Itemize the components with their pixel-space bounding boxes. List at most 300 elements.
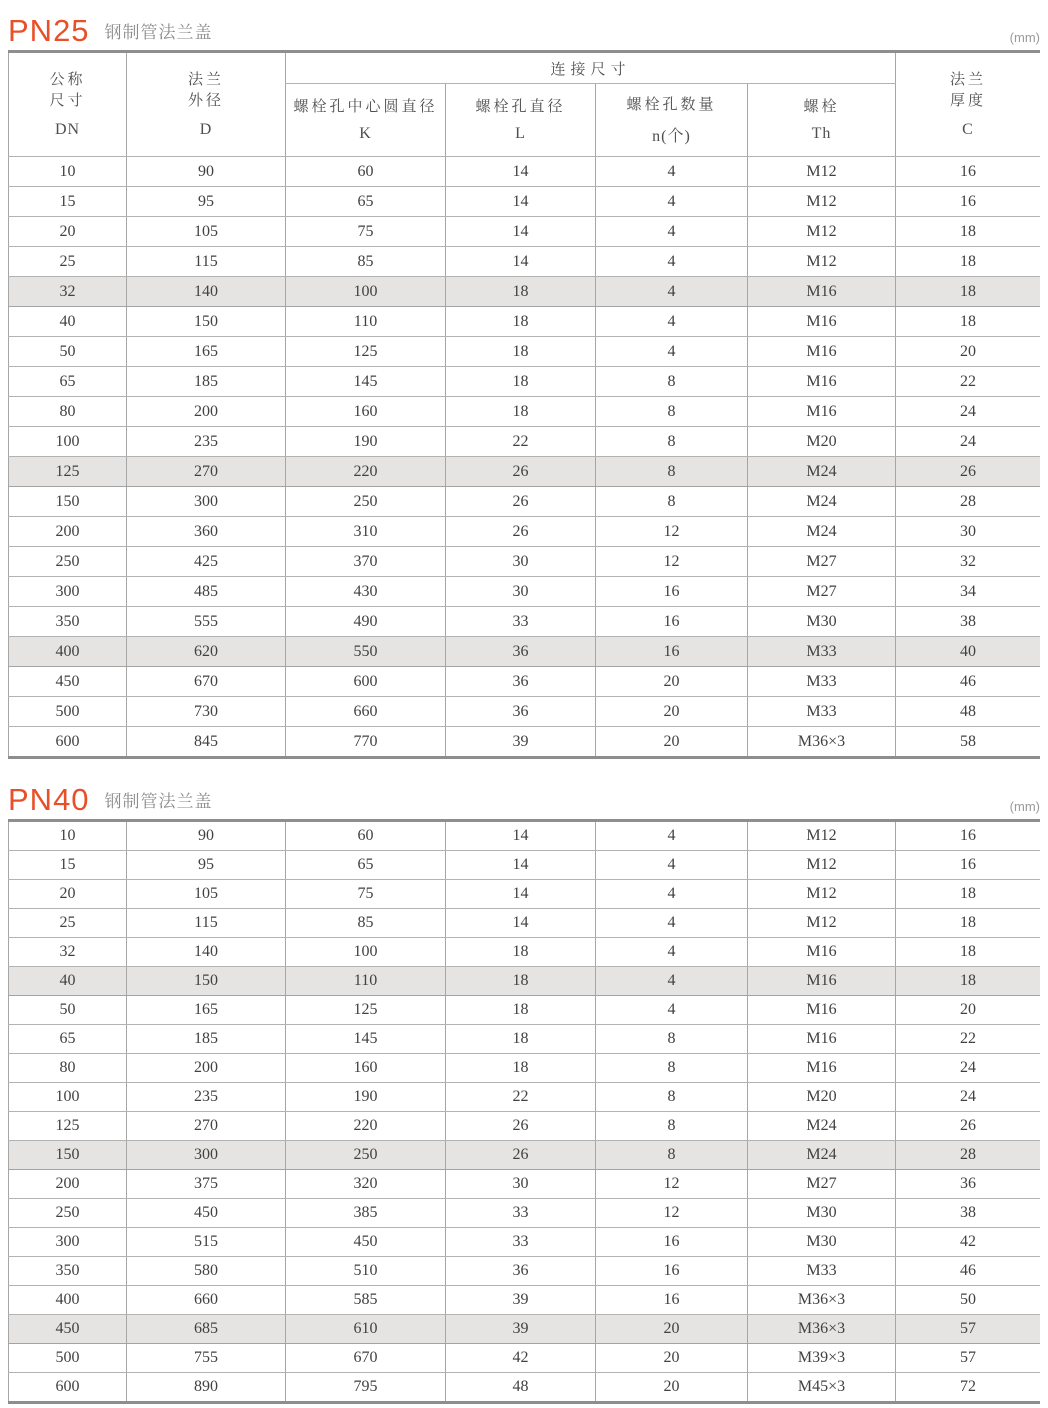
cell-l: 14 [446, 880, 596, 909]
cell-l: 39 [446, 1315, 596, 1344]
cell-n: 8 [596, 1141, 748, 1170]
cell-l: 36 [446, 637, 596, 667]
cell-l: 18 [446, 967, 596, 996]
col-header-k [286, 84, 446, 157]
pn40-table-body [9, 821, 1041, 1403]
cell-l: 30 [446, 577, 596, 607]
cell-n: 4 [596, 217, 748, 247]
cell-c: 20 [896, 996, 1041, 1025]
header-symbol: D [199, 121, 213, 138]
cell-th: M12 [748, 217, 896, 247]
cell-n: 20 [596, 697, 748, 727]
cell-k: 450 [286, 1228, 446, 1257]
cell-dn: 65 [9, 367, 127, 397]
cell-k: 100 [286, 277, 446, 307]
cell-d: 845 [127, 727, 286, 758]
cell-c: 30 [896, 517, 1040, 547]
table-row [9, 996, 1041, 1025]
table-header [9, 52, 1041, 157]
header-label-line: 螺栓孔直径 [475, 99, 566, 115]
cell-c: 34 [896, 577, 1040, 607]
cell-l: 26 [446, 1112, 596, 1141]
cell-th: M16 [748, 1054, 896, 1083]
cell-l: 18 [446, 397, 596, 427]
cell-c: 24 [896, 1054, 1041, 1083]
header-label-line: 厚度 [950, 93, 987, 109]
cell-k: 430 [286, 577, 446, 607]
header-label-line: 外径 [187, 93, 224, 109]
cell-th: M20 [748, 1083, 896, 1112]
cell-l: 36 [446, 697, 596, 727]
cell-n: 4 [596, 909, 748, 938]
cell-c: 22 [896, 367, 1040, 397]
cell-d: 730 [127, 697, 286, 727]
cell-n: 16 [596, 1228, 748, 1257]
cell-d: 105 [127, 880, 286, 909]
section-subtitle: 钢制管法兰盖 [104, 23, 213, 42]
cell-dn: 400 [9, 637, 127, 667]
cell-k: 190 [286, 427, 446, 457]
cell-dn: 100 [9, 1083, 127, 1112]
cell-dn: 500 [9, 1344, 127, 1373]
cell-th: M12 [748, 880, 896, 909]
cell-th: M27 [748, 1170, 896, 1199]
cell-d: 115 [127, 909, 286, 938]
cell-l: 36 [446, 667, 596, 697]
cell-c: 32 [896, 547, 1040, 577]
cell-th: M16 [748, 367, 896, 397]
cell-k: 660 [286, 697, 446, 727]
cell-k: 670 [286, 1344, 446, 1373]
table-row [9, 607, 1041, 637]
header-symbol: K [359, 125, 372, 142]
cell-d: 620 [127, 637, 286, 667]
col-header-th [748, 84, 896, 157]
cell-th: M30 [748, 1199, 896, 1228]
table-row [9, 457, 1041, 487]
cell-k: 770 [286, 727, 446, 758]
table-row [9, 637, 1041, 667]
cell-k: 85 [286, 247, 446, 277]
cell-dn: 600 [9, 1373, 127, 1403]
table-row [9, 517, 1041, 547]
cell-th: M30 [748, 1228, 896, 1257]
cell-c: 18 [896, 967, 1041, 996]
cell-c: 46 [896, 667, 1040, 697]
cell-l: 18 [446, 307, 596, 337]
cell-c: 18 [896, 880, 1041, 909]
cell-l: 22 [446, 427, 596, 457]
cell-k: 65 [286, 851, 446, 880]
cell-n: 16 [596, 1257, 748, 1286]
cell-th: M12 [748, 247, 896, 277]
cell-n: 4 [596, 187, 748, 217]
cell-c: 58 [896, 727, 1040, 758]
header-label-line: 法兰 [187, 72, 224, 88]
pn25-flange-table [8, 50, 1040, 759]
cell-d: 150 [127, 967, 286, 996]
cell-k: 145 [286, 1025, 446, 1054]
cell-l: 18 [446, 996, 596, 1025]
cell-d: 115 [127, 247, 286, 277]
cell-d: 515 [127, 1228, 286, 1257]
cell-d: 165 [127, 337, 286, 367]
col-header-d [127, 52, 286, 157]
cell-dn: 250 [9, 1199, 127, 1228]
cell-k: 250 [286, 487, 446, 517]
cell-dn: 350 [9, 1257, 127, 1286]
table-row [9, 1373, 1041, 1403]
header-symbol: DN [54, 121, 81, 138]
unit-label: (mm) [1009, 799, 1040, 814]
table-row [9, 727, 1041, 758]
cell-c: 18 [896, 247, 1040, 277]
cell-c: 16 [896, 821, 1041, 851]
cell-l: 14 [446, 217, 596, 247]
cell-n: 4 [596, 157, 748, 187]
table-row [9, 217, 1041, 247]
cell-c: 36 [896, 1170, 1041, 1199]
table-row [9, 1199, 1041, 1228]
header-label-line: 连接尺寸 [550, 61, 631, 78]
cell-l: 36 [446, 1257, 596, 1286]
cell-c: 18 [896, 307, 1040, 337]
cell-l: 18 [446, 938, 596, 967]
cell-dn: 300 [9, 577, 127, 607]
cell-th: M20 [748, 427, 896, 457]
cell-k: 610 [286, 1315, 446, 1344]
table-row [9, 821, 1041, 851]
pn25-section-header [8, 6, 1040, 46]
cell-th: M24 [748, 457, 896, 487]
cell-n: 20 [596, 1373, 748, 1403]
cell-k: 60 [286, 821, 446, 851]
table-row [9, 1286, 1041, 1315]
table-row [9, 1054, 1041, 1083]
cell-n: 20 [596, 727, 748, 758]
cell-n: 8 [596, 1083, 748, 1112]
cell-th: M12 [748, 851, 896, 880]
cell-k: 190 [286, 1083, 446, 1112]
cell-k: 795 [286, 1373, 446, 1403]
table-row [9, 1344, 1041, 1373]
cell-k: 320 [286, 1170, 446, 1199]
table-row [9, 427, 1041, 457]
cell-th: M24 [748, 487, 896, 517]
cell-dn: 15 [9, 187, 127, 217]
cell-c: 38 [896, 1199, 1041, 1228]
cell-th: M16 [748, 1025, 896, 1054]
cell-k: 160 [286, 397, 446, 427]
table-row [9, 697, 1041, 727]
cell-dn: 500 [9, 697, 127, 727]
cell-dn: 50 [9, 996, 127, 1025]
table-row [9, 1257, 1041, 1286]
cell-c: 40 [896, 637, 1040, 667]
cell-th: M33 [748, 697, 896, 727]
cell-n: 20 [596, 667, 748, 697]
cell-th: M16 [748, 337, 896, 367]
cell-dn: 65 [9, 1025, 127, 1054]
cell-c: 16 [896, 157, 1040, 187]
cell-th: M16 [748, 996, 896, 1025]
cell-k: 75 [286, 217, 446, 247]
cell-n: 8 [596, 1025, 748, 1054]
cell-n: 20 [596, 1344, 748, 1373]
cell-th: M16 [748, 397, 896, 427]
cell-c: 57 [896, 1344, 1041, 1373]
cell-th: M24 [748, 1141, 896, 1170]
table-row [9, 1228, 1041, 1257]
cell-dn: 200 [9, 1170, 127, 1199]
table-row [9, 967, 1041, 996]
table-row [9, 880, 1041, 909]
table-row [9, 157, 1041, 187]
cell-k: 110 [286, 307, 446, 337]
table-row [9, 1025, 1041, 1054]
cell-c: 18 [896, 938, 1041, 967]
col-header-connection-group [286, 52, 896, 84]
cell-d: 555 [127, 607, 286, 637]
cell-l: 14 [446, 187, 596, 217]
cell-d: 150 [127, 307, 286, 337]
cell-d: 270 [127, 1112, 286, 1141]
cell-dn: 20 [9, 217, 127, 247]
cell-th: M27 [748, 547, 896, 577]
cell-dn: 80 [9, 1054, 127, 1083]
cell-n: 8 [596, 457, 748, 487]
cell-l: 18 [446, 1054, 596, 1083]
table-row [9, 1141, 1041, 1170]
table-row [9, 851, 1041, 880]
cell-c: 26 [896, 457, 1040, 487]
cell-th: M36×3 [748, 1315, 896, 1344]
cell-k: 75 [286, 880, 446, 909]
cell-d: 660 [127, 1286, 286, 1315]
cell-dn: 125 [9, 1112, 127, 1141]
col-header-c [896, 52, 1040, 157]
cell-dn: 32 [9, 938, 127, 967]
cell-c: 48 [896, 697, 1040, 727]
cell-l: 33 [446, 1199, 596, 1228]
cell-l: 39 [446, 727, 596, 758]
cell-n: 4 [596, 996, 748, 1025]
cell-n: 4 [596, 277, 748, 307]
cell-c: 18 [896, 909, 1041, 938]
cell-l: 14 [446, 909, 596, 938]
table-row [9, 909, 1041, 938]
header-label-line: 尺寸 [49, 93, 86, 109]
cell-k: 310 [286, 517, 446, 547]
cell-l: 26 [446, 517, 596, 547]
cell-th: M30 [748, 607, 896, 637]
cell-dn: 400 [9, 1286, 127, 1315]
col-header-l [446, 84, 596, 157]
cell-n: 8 [596, 1112, 748, 1141]
cell-n: 20 [596, 1315, 748, 1344]
cell-l: 26 [446, 457, 596, 487]
table-row [9, 577, 1041, 607]
table-row [9, 1170, 1041, 1199]
cell-dn: 32 [9, 277, 127, 307]
col-header-n [596, 84, 748, 157]
pn25-table-body [9, 157, 1041, 758]
cell-th: M16 [748, 967, 896, 996]
cell-d: 140 [127, 938, 286, 967]
cell-k: 385 [286, 1199, 446, 1228]
unit-label: (mm) [1009, 30, 1040, 45]
cell-c: 28 [896, 487, 1040, 517]
cell-dn: 25 [9, 909, 127, 938]
table-row [9, 337, 1041, 367]
table-row [9, 487, 1041, 517]
cell-d: 185 [127, 367, 286, 397]
cell-n: 4 [596, 821, 748, 851]
cell-dn: 350 [9, 607, 127, 637]
cell-th: M33 [748, 667, 896, 697]
cell-dn: 250 [9, 547, 127, 577]
table-row [9, 187, 1041, 217]
table-row [9, 1315, 1041, 1344]
cell-d: 425 [127, 547, 286, 577]
table-row [9, 307, 1041, 337]
cell-th: M12 [748, 909, 896, 938]
cell-th: M39×3 [748, 1344, 896, 1373]
cell-th: M24 [748, 517, 896, 547]
cell-d: 580 [127, 1257, 286, 1286]
cell-c: 20 [896, 337, 1040, 367]
cell-c: 18 [896, 217, 1040, 247]
cell-d: 485 [127, 577, 286, 607]
cell-d: 685 [127, 1315, 286, 1344]
header-label-line: 螺栓 [803, 99, 840, 115]
cell-d: 755 [127, 1344, 286, 1373]
cell-c: 24 [896, 1083, 1041, 1112]
cell-c: 42 [896, 1228, 1041, 1257]
cell-dn: 100 [9, 427, 127, 457]
cell-l: 33 [446, 607, 596, 637]
header-label-line: 螺栓孔数量 [626, 96, 717, 113]
cell-c: 46 [896, 1257, 1041, 1286]
cell-k: 250 [286, 1141, 446, 1170]
cell-c: 26 [896, 1112, 1041, 1141]
cell-th: M36×3 [748, 1286, 896, 1315]
cell-th: M16 [748, 277, 896, 307]
cell-dn: 450 [9, 667, 127, 697]
cell-dn: 150 [9, 1141, 127, 1170]
header-label-line: 螺栓孔中心圆直径 [293, 99, 438, 115]
cell-l: 18 [446, 277, 596, 307]
cell-d: 90 [127, 157, 286, 187]
cell-n: 4 [596, 851, 748, 880]
cell-n: 4 [596, 337, 748, 367]
cell-k: 490 [286, 607, 446, 637]
cell-k: 550 [286, 637, 446, 667]
cell-n: 4 [596, 247, 748, 277]
cell-d: 235 [127, 427, 286, 457]
cell-k: 160 [286, 1054, 446, 1083]
cell-l: 18 [446, 1025, 596, 1054]
cell-dn: 40 [9, 967, 127, 996]
cell-l: 18 [446, 367, 596, 397]
cell-dn: 125 [9, 457, 127, 487]
cell-th: M12 [748, 821, 896, 851]
table-row [9, 367, 1041, 397]
cell-dn: 25 [9, 247, 127, 277]
header-label-line: 法兰 [950, 72, 987, 88]
cell-d: 300 [127, 1141, 286, 1170]
cell-k: 125 [286, 996, 446, 1025]
cell-dn: 50 [9, 337, 127, 367]
header-symbol: C [962, 121, 974, 138]
cell-th: M24 [748, 1112, 896, 1141]
pn40-section-header [8, 773, 1040, 815]
cell-n: 16 [596, 577, 748, 607]
cell-c: 22 [896, 1025, 1041, 1054]
cell-l: 14 [446, 247, 596, 277]
cell-k: 220 [286, 457, 446, 487]
cell-l: 30 [446, 547, 596, 577]
cell-d: 670 [127, 667, 286, 697]
cell-d: 185 [127, 1025, 286, 1054]
header-label-line: 公称 [49, 72, 86, 88]
cell-c: 50 [896, 1286, 1041, 1315]
cell-c: 38 [896, 607, 1040, 637]
section-title: PN25 [8, 13, 90, 48]
cell-d: 90 [127, 821, 286, 851]
cell-n: 4 [596, 938, 748, 967]
header-symbol: n(个) [652, 127, 691, 145]
cell-l: 26 [446, 1141, 596, 1170]
cell-k: 370 [286, 547, 446, 577]
table-row [9, 547, 1041, 577]
cell-d: 270 [127, 457, 286, 487]
cell-c: 18 [896, 277, 1040, 307]
cell-l: 22 [446, 1083, 596, 1112]
cell-th: M45×3 [748, 1373, 896, 1403]
cell-l: 33 [446, 1228, 596, 1257]
cell-l: 14 [446, 821, 596, 851]
header-symbol: L [515, 125, 526, 142]
cell-d: 165 [127, 996, 286, 1025]
cell-dn: 80 [9, 397, 127, 427]
cell-n: 8 [596, 1054, 748, 1083]
cell-n: 12 [596, 517, 748, 547]
cell-dn: 150 [9, 487, 127, 517]
cell-k: 60 [286, 157, 446, 187]
cell-c: 72 [896, 1373, 1041, 1403]
cell-dn: 450 [9, 1315, 127, 1344]
cell-th: M36×3 [748, 727, 896, 758]
cell-l: 39 [446, 1286, 596, 1315]
table-row [9, 1112, 1041, 1141]
cell-d: 890 [127, 1373, 286, 1403]
cell-k: 65 [286, 187, 446, 217]
cell-n: 16 [596, 607, 748, 637]
cell-d: 450 [127, 1199, 286, 1228]
cell-d: 360 [127, 517, 286, 547]
cell-n: 8 [596, 427, 748, 457]
cell-n: 8 [596, 397, 748, 427]
cell-n: 8 [596, 367, 748, 397]
cell-d: 105 [127, 217, 286, 247]
cell-c: 57 [896, 1315, 1041, 1344]
cell-n: 4 [596, 880, 748, 909]
cell-n: 12 [596, 547, 748, 577]
table-row [9, 397, 1041, 427]
table-row [9, 247, 1041, 277]
cell-d: 95 [127, 187, 286, 217]
